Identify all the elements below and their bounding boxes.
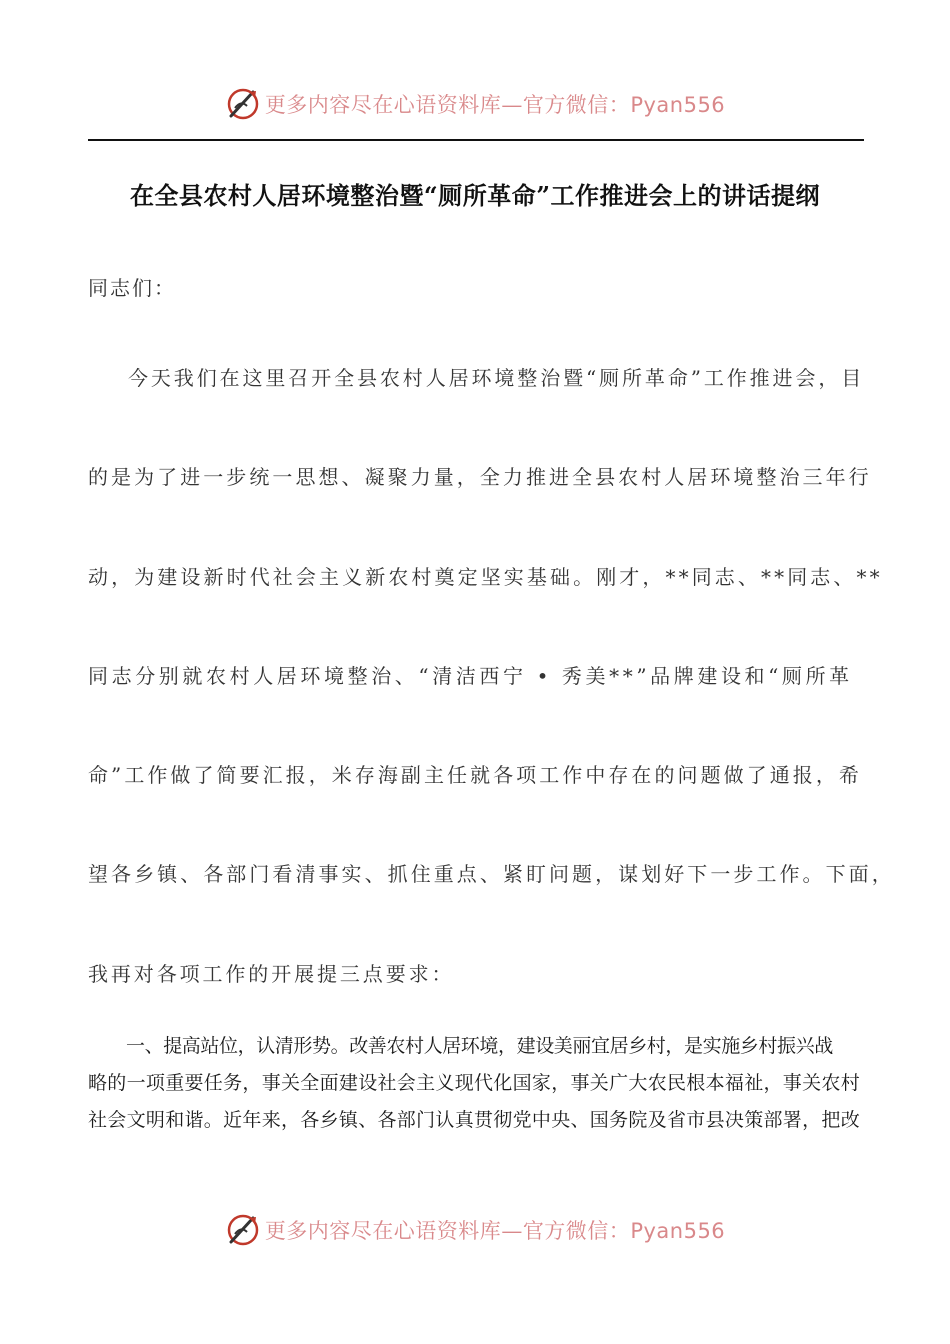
speech-paragraph [88, 358, 895, 1053]
section-one-paragraph [88, 1028, 864, 1139]
section-line: 一、提高站位，认清形势。改善农村人居环境，建设美丽宜居乡村，是实施乡村振兴战 [126, 1035, 833, 1057]
banner-wechat-label: 官方微信： [522, 93, 631, 117]
document-title: 在全县农村人居环境整治暨“厕所革命”工作推进会上的讲话提纲 [129, 181, 821, 210]
greeting: 同志们： [88, 276, 176, 300]
banner-slogan: 更多内容尽在心语资料库 [264, 93, 502, 117]
speech-line: 的是为了进一步统一思想、凝聚力量，全力推进全县农村人居环境整治三年行 [88, 465, 872, 490]
banner-text [265, 1215, 725, 1245]
speech-line: 同志分别就农村人居环境整治、“清洁西宁 • 秀美**”品牌建设和“厕所革 [88, 663, 853, 688]
banner-slogan: 更多内容尽在心语资料库 [264, 1219, 502, 1243]
header-banner [0, 84, 950, 124]
pen-logo-icon [225, 86, 261, 122]
banner-text [265, 89, 725, 119]
banner-dash: — [501, 93, 523, 117]
speech-line: 动，为建设新时代社会主义新农村奠定坚实基础。刚才，**同志、**同志、** [88, 564, 883, 589]
speech-line: 我再对各项工作的开展提三点要求： [88, 961, 455, 986]
banner-wechat-id: Pyan556 [630, 1219, 726, 1243]
banner-wechat-label: 官方微信： [522, 1219, 631, 1243]
speech-line: 今天我们在这里召开全县农村人居环境整治暨“厕所革命”工作推进会，目 [128, 366, 865, 390]
speech-line: 望各乡镇、各部门看清事实、抓住重点、紧盯问题，谋划好下一步工作。下面， [88, 862, 895, 887]
speech-line: 命”工作做了简要汇报，米存海副主任就各项工作中存在的问题做了通报，希 [88, 763, 862, 788]
pen-logo-icon [225, 1212, 261, 1248]
footer-banner [0, 1210, 950, 1250]
header-divider [88, 139, 864, 141]
banner-wechat-id: Pyan556 [630, 93, 726, 117]
banner-dash: — [501, 1219, 523, 1243]
section-line: 社会文明和谐。近年来，各乡镇、各部门认真贯彻党中央、国务院及省市县决策部署，把改 [88, 1109, 861, 1131]
section-line: 略的一项重要任务，事关全面建设社会主义现代化国家，事关广大农民根本福祉，事关农村 [88, 1072, 861, 1094]
